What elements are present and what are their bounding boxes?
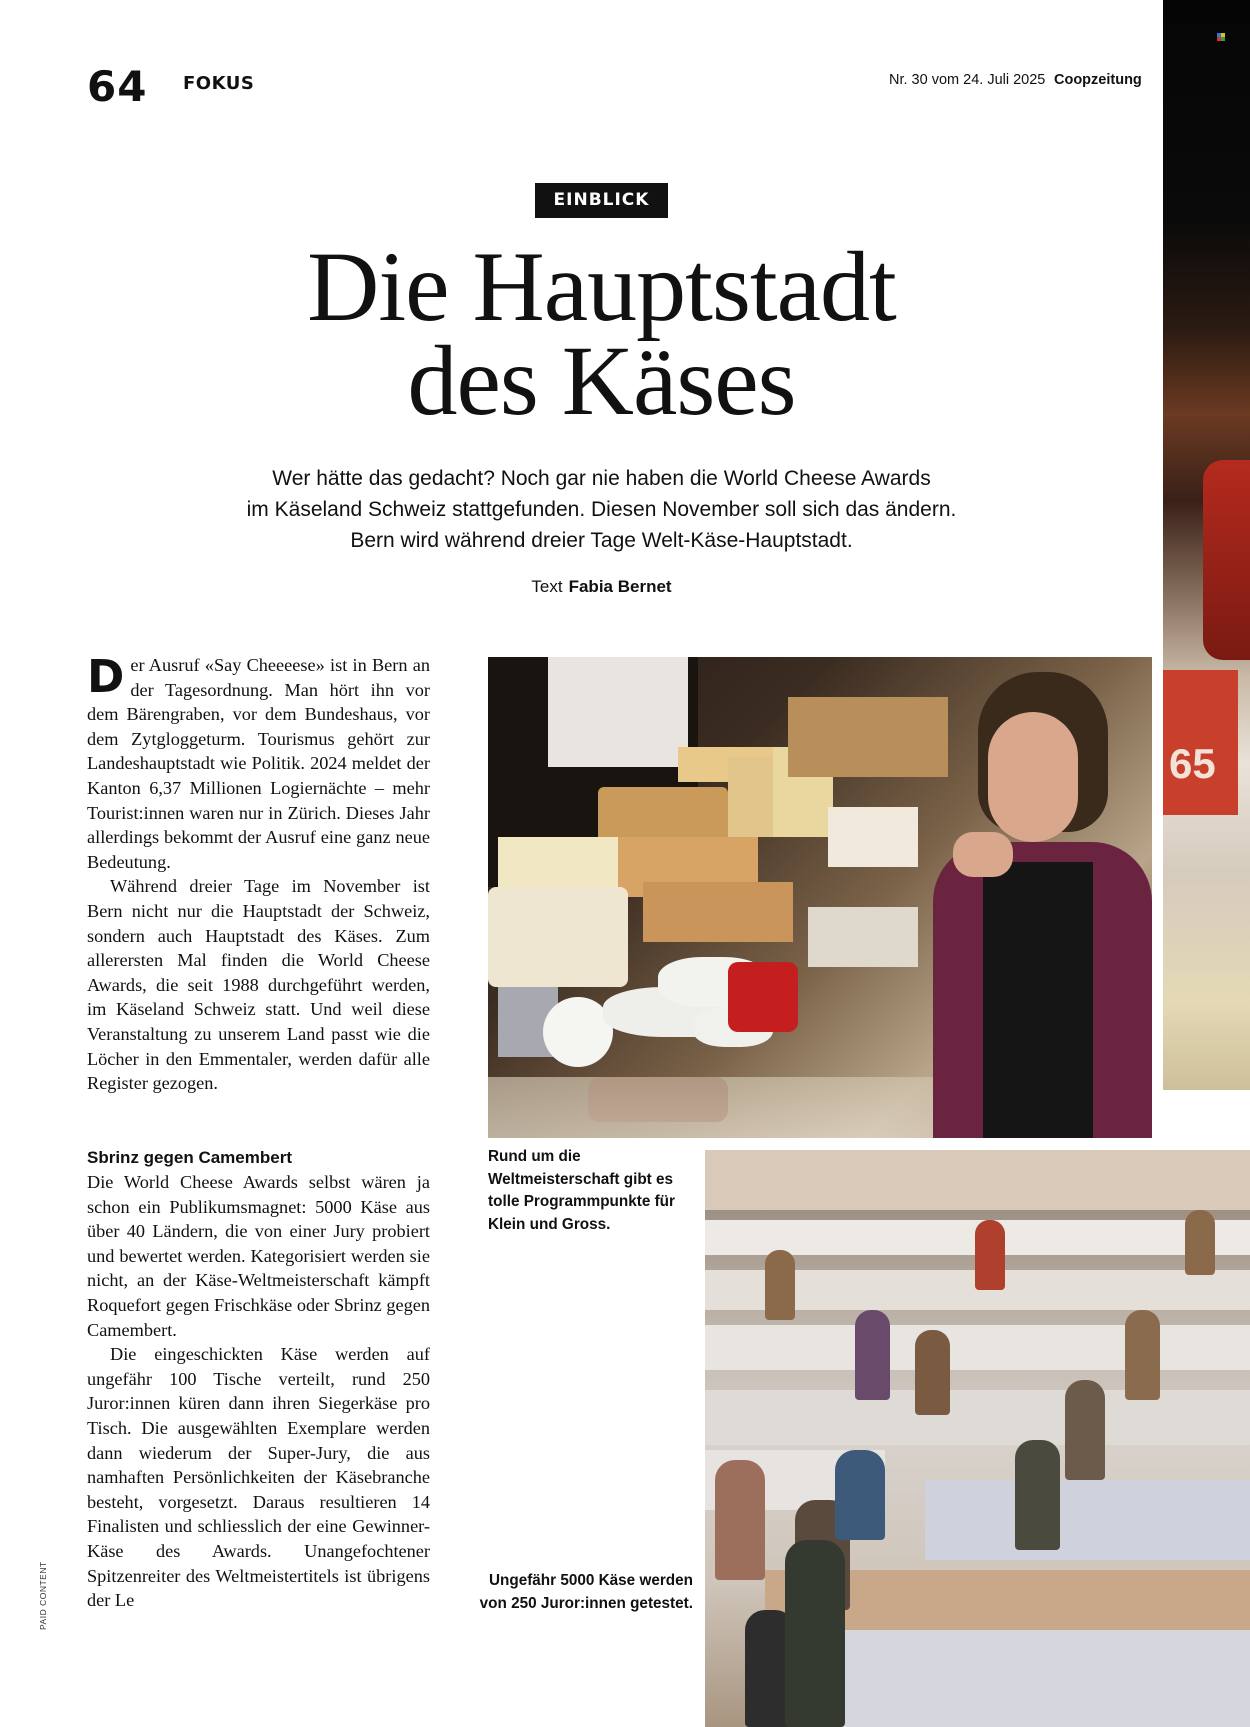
lead-text	[0, 463, 1203, 556]
edge-photo-figure	[1203, 460, 1250, 660]
paragraph-1	[87, 650, 430, 874]
publication-name: Coopzeitung	[1054, 72, 1142, 88]
paragraph-1-text: er Ausruf «Say Cheeeese» ist in Bern an der Tagesordnung. Man hört ihn vor dem Bärengraben, vor dem Bundeshaus, vor dem Zytgloggeturm. Tourismus gehört zur Landeshauptstadt wie Politik. 2024 meldet der Kanton 6,37 Millionen Logiernächte – mehr Tourist:innen waren nur in Zürich. Dieses Jahr allerdings bekommt der Ausruf eine ganz neue Bedeutung.	[87, 655, 430, 872]
body-column-bottom	[87, 1146, 430, 1613]
caption-photo-1: Rund um die Weltmeisterschaft gibt es tolle Programmpunkte für Klein und Gross.	[488, 1148, 675, 1233]
drop-cap: D	[87, 650, 125, 703]
caption-photo-2: Ungefähr 5000 Käse werden von 250 Juror:innen getestet.	[479, 1572, 693, 1612]
lead-line-2: im Käseland Schweiz stattgefunden. Diesen November soll sich das ändern.	[246, 498, 957, 521]
byline-author: Fabia Bernet	[568, 577, 672, 596]
print-color-marks	[1217, 33, 1225, 41]
paragraph-3: Die World Cheese Awards selbst wären ja schon ein Publikumsmagnet: 5000 Käse aus über 40 Ländern, die von einer Jury probiert und bewertet werden. Kategorisiert werden sie nicht, an der Käse-Weltmeisterschaft kämpft Roquefort gegen Frischkäse oder Sbrinz gegen Camembert.	[87, 1172, 430, 1340]
photo-judging-hall	[705, 1150, 1250, 1727]
byline-label: Text	[531, 577, 563, 596]
headline	[0, 231, 1203, 436]
byline	[0, 577, 1203, 597]
edge-sign-text: 65	[1169, 740, 1216, 787]
kicker-badge: EINBLICK	[535, 183, 668, 218]
page-number: 64	[87, 62, 148, 111]
photo-cheese-stand	[488, 657, 1152, 1138]
edge-photo-sign	[1163, 670, 1238, 815]
paragraph-4: Die eingeschickten Käse werden auf ungefähr 100 Tische verteilt, rund 250 Juror:innen küren dann ihren Siegerkäse pro Tisch. Die ausgewählten Exemplare werden dann wiederum der Super-Jury, die aus namhaften Persönlichkeiten der Käsebranche besteht, vorgesetzt. Daraus resultieren 14 Finalisten und schliesslich der eine Gewinner-Käse des Awards. Unangefochtener Spitzenreiter des Weltmeistertitels ist übrigens der Le	[87, 1344, 430, 1611]
paragraph-2: Während dreier Tage im November ist Bern nicht nur die Hauptstadt der Schweiz, sondern auch Hauptstadt des Käses. Zum allerersten Mal finden die World Cheese Awards, die seit 1988 durchgeführt werden, im Käseland Schweiz statt. Und weil diese Veranstaltung zu unserem Land passt wie die Löcher in den Emmentaler, werden dafür alle Register gezogen.	[87, 876, 430, 1094]
paid-content-label: PAID CONTENT	[38, 1561, 48, 1630]
headline-line-1: Die Hauptstadt	[307, 231, 896, 342]
headline-line-2: des Käses	[407, 325, 796, 436]
section-label: FOKUS	[183, 73, 255, 94]
subheading: Sbrinz gegen Camembert	[87, 1148, 292, 1167]
lead-line-3: Bern wird während dreier Tage Welt-Käse-Hauptstadt.	[350, 529, 853, 552]
body-column-top	[87, 650, 430, 1096]
issue-info: Nr. 30 vom 24. Juli 2025	[889, 72, 1046, 88]
lead-line-1: Wer hätte das gedacht? Noch gar nie haben die World Cheese Awards	[272, 467, 931, 490]
